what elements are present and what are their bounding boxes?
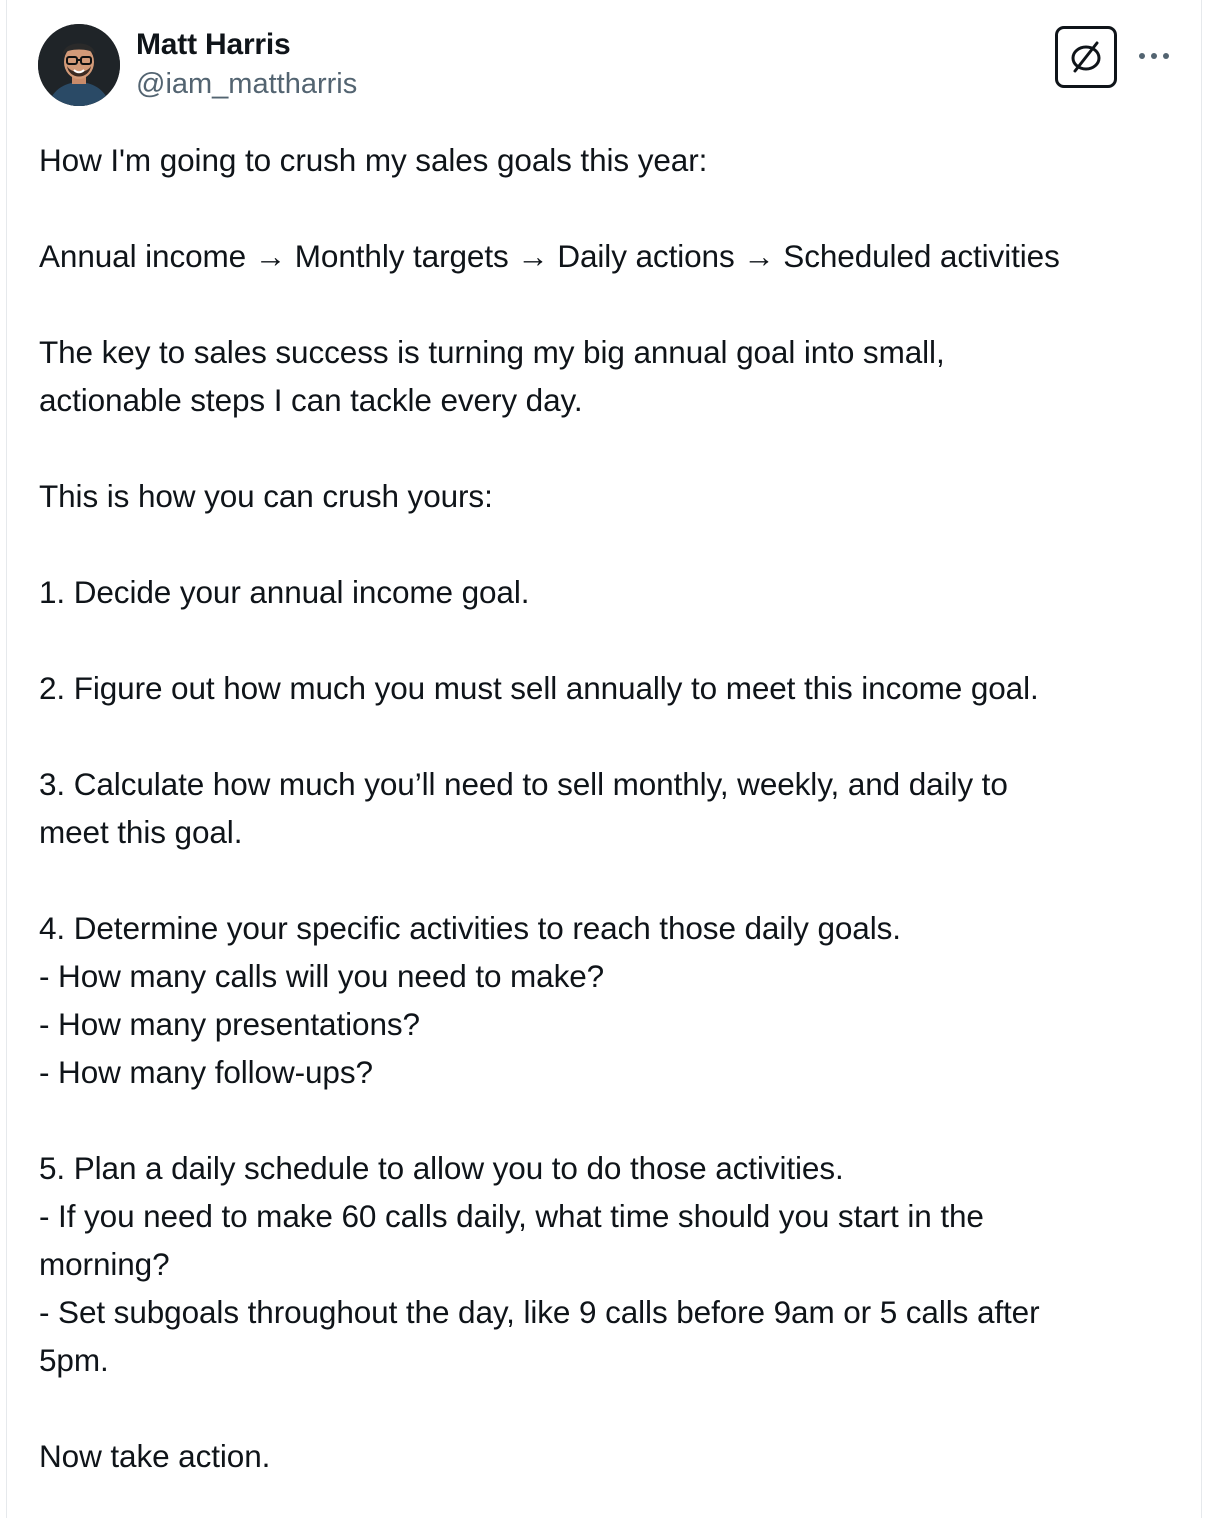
post-line: meet this goal. — [39, 814, 243, 850]
post-line-break — [39, 520, 1189, 568]
post-line: morning? — [39, 1246, 170, 1282]
post-header — [0, 0, 1206, 130]
post-line: 4. Determine your specific activities to reach those daily goals. — [39, 910, 901, 946]
post-line: The key to sales success is turning my big annual goal into small, — [39, 334, 945, 370]
circle-slash-icon — [1067, 38, 1105, 76]
post-line: - How many follow-ups? — [39, 1054, 373, 1090]
post-line-break — [39, 712, 1189, 760]
post-line: Annual income → Monthly targets → Daily actions → Scheduled activities — [39, 238, 1060, 274]
post-line-break — [39, 280, 1189, 328]
post-line: Now take action. — [39, 1438, 271, 1474]
avatar-image — [38, 24, 120, 106]
post-line-break — [39, 616, 1189, 664]
post-line: 5. Plan a daily schedule to allow you to do those activities. — [39, 1150, 844, 1186]
circle-slash-brand-icon[interactable] — [1055, 26, 1117, 88]
post-line: 3. Calculate how much you’ll need to sell monthly, weekly, and daily to — [39, 766, 1008, 802]
post-line: actionable steps I can tackle every day. — [39, 382, 583, 418]
post-line-break — [39, 856, 1189, 904]
more-dots-icon[interactable] — [1134, 40, 1174, 72]
avatar[interactable] — [38, 24, 120, 106]
author-name[interactable]: Matt Harris — [136, 28, 291, 61]
post-line-break — [39, 1096, 1189, 1144]
post-line-break — [39, 184, 1189, 232]
post-line: - Set subgoals throughout the day, like 9 calls before 9am or 5 calls after — [39, 1294, 1040, 1330]
post-line: - How many presentations? — [39, 1006, 420, 1042]
author-handle[interactable]: @iam_mattharris — [136, 68, 358, 100]
post-body — [39, 136, 1189, 1480]
post-line: This is how you can crush yours: — [39, 478, 493, 514]
post-line-break — [39, 424, 1189, 472]
post-line: 2. Figure out how much you must sell annually to meet this income goal. — [39, 670, 1039, 706]
more-dots-glyph — [1138, 51, 1170, 61]
post-line-break — [39, 1384, 1189, 1432]
post-line: - How many calls will you need to make? — [39, 958, 605, 994]
post-line: - If you need to make 60 calls daily, what time should you start in the — [39, 1198, 984, 1234]
post-line: 5pm. — [39, 1342, 109, 1378]
post-line: 1. Decide your annual income goal. — [39, 574, 530, 610]
post-line: How I'm going to crush my sales goals this year: — [39, 142, 708, 178]
